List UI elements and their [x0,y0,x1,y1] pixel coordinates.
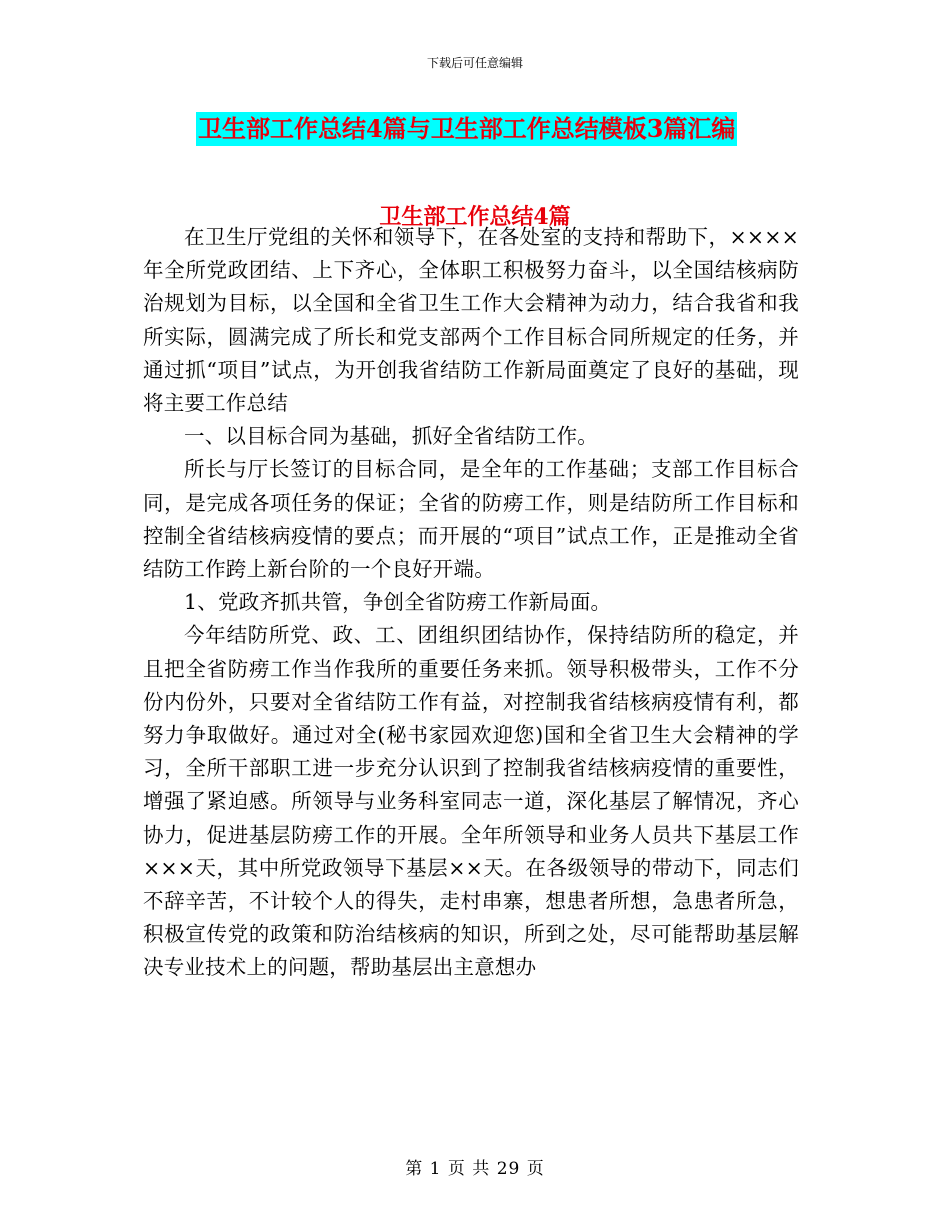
paragraph-intro: 在卫生厅党组的关怀和领导下，在各处室的支持和帮助下，××××年全所党政团结、上下齐心，全体职工积极努力奋斗，以全国结核病防治规划为目标，以全国和全省卫生工作大会精神为动力，结合我省和我所实际，圆满完成了所长和党支部两个工作目标合同所规定的任务，并通过抓“项目”试点，为开创我省结防工作新局面奠定了良好的基础，现将主要工作总结 [143,225,799,416]
paragraph-contract: 所长与厅长签订的目标合同，是全年的工作基础；支部工作目标合同，是完成各项任务的保证；全省的防痨工作，则是结防所工作目标和控制全省结核病疫情的要点；而开展的“项目”试点工作，正是推动全省结防工作跨上新台阶的一个良好开端。 [143,457,799,582]
page-number-footer: 第 1 页 共 29 页 [405,1159,545,1179]
body-text [143,221,799,985]
header-note: 下载后可任意编辑 [426,56,523,70]
section-title: 卫生部工作总结4篇 [379,204,571,230]
document-title: 卫生部工作总结4篇与卫生部工作总结模板3篇汇编 [196,112,737,146]
paragraph-heading-1: 一、以目标合同为基础，抓好全省结防工作。 [184,424,598,449]
paragraph-party-work: 今年结防所党、政、工、团组织团结协作，保持结防所的稳定，并且把全省防痨工作当作我所的重要任务来抓。领导积极带头，工作不分份内份外，只要对全省结防工作有益，对控制我省结核病疫情有利，都努力争取做好。通过对全(秘书家园欢迎您)国和全省卫生大会精神的学习，全所干部职工进一步充分认识到了控制我省结核病疫情的重要性，增强了紧迫感。所领导与业务科室同志一道，深化基层了解情况，齐心协力，促进基层防痨工作的开展。全年所领导和业务人员共下基层工作×××天，其中所党政领导下基层××天。在各级领导的带动下，同志们不辞辛苦，不计较个人的得失，走村串寨，想患者所想，急患者所急，积极宣传党的政策和防治结核病的知识，所到之处，尽可能帮助基层解决专业技术上的问题，帮助基层出主意想办 [143,623,799,980]
paragraph-heading-1-1: 1、党政齐抓共管，争创全省防痨工作新局面。 [184,590,612,615]
